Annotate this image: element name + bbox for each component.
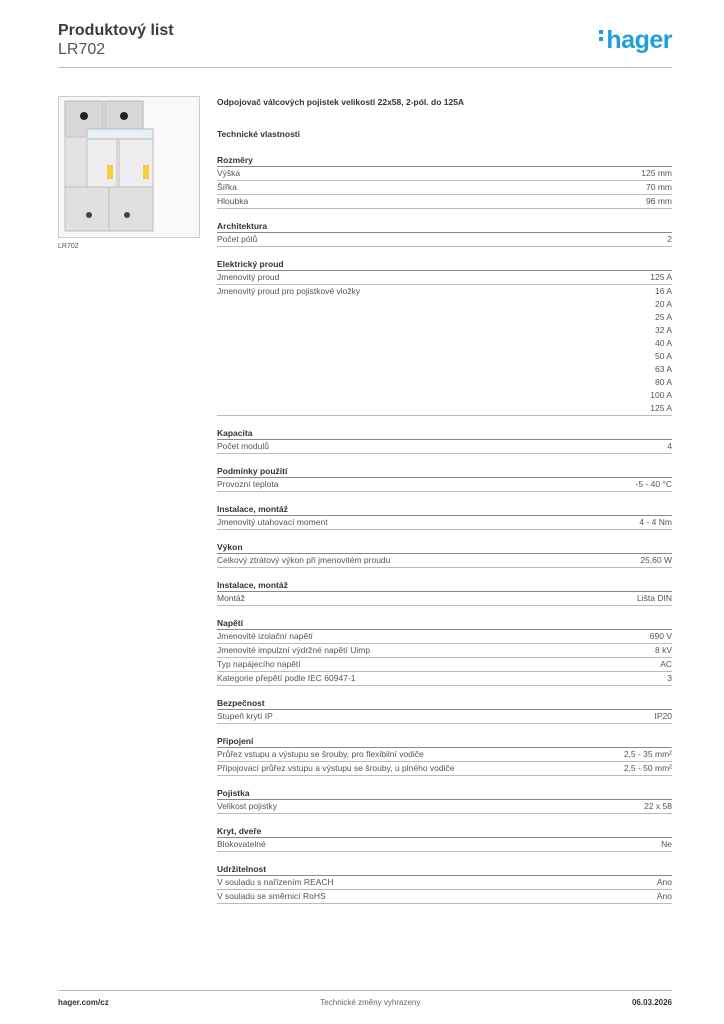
spec-row — [217, 644, 672, 658]
spec-label: Provozní teplota — [217, 479, 279, 489]
section-title: Pojistka — [217, 786, 672, 800]
logo-dots-icon — [599, 27, 604, 44]
spec-section — [217, 257, 672, 416]
spec-label: Jmenovitý proud — [217, 272, 280, 282]
spec-value: 8 kV — [654, 645, 672, 655]
spec-label: Počet pólů — [217, 234, 258, 244]
section-title: Instalace, montáž — [217, 502, 672, 516]
spec-sections — [217, 153, 672, 904]
product-code: LR702 — [58, 41, 106, 58]
spec-label: Stupeň krytí IP — [217, 711, 273, 721]
spec-row — [217, 838, 672, 852]
spec-label: Velikost pojistky — [217, 801, 277, 811]
spec-row — [217, 800, 672, 814]
section-title: Podmínky použití — [217, 464, 672, 478]
product-image — [58, 96, 200, 238]
header-divider — [58, 67, 672, 68]
spec-label: Průřez vstupu a výstupu se šrouby, pro flexibilní vodiče — [217, 749, 424, 759]
spec-label: Celkový ztrátový výkon při jmenovitém proudu — [217, 555, 391, 565]
spec-label: Jmenovité izolační napětí — [217, 631, 313, 641]
footer-divider — [58, 990, 672, 991]
spec-label: Kategorie přepětí podle IEC 60947-1 — [217, 673, 356, 683]
footer-date: 06.03.2026 — [631, 998, 672, 1007]
spec-row — [217, 271, 672, 285]
spec-label: Blokovatelné — [217, 839, 266, 849]
spec-row — [217, 181, 672, 195]
spec-row — [217, 554, 672, 568]
spec-value: 16 A 20 A 25 A 32 A 40 A 50 A 63 A 80 A 100 A 125 A — [650, 286, 672, 413]
image-caption: LR702 — [58, 243, 79, 250]
spec-value: Ano — [656, 877, 672, 887]
spec-row — [217, 630, 672, 644]
spec-value: 96 mm — [646, 196, 672, 206]
spec-value: -5 - 40 °C — [635, 479, 672, 489]
spec-label: Hloubka — [217, 196, 249, 206]
spec-section — [217, 578, 672, 606]
spec-value: 4 - 4 Nm — [639, 517, 672, 527]
spec-row — [217, 658, 672, 672]
spec-section — [217, 153, 672, 209]
spec-value: 4 — [667, 441, 672, 451]
spec-value: Ne — [661, 839, 672, 849]
spec-row — [217, 710, 672, 724]
page-header — [58, 22, 672, 70]
section-title: Připojení — [217, 734, 672, 748]
section-title: Instalace, montáž — [217, 578, 672, 592]
spec-row — [217, 748, 672, 762]
spec-value: IP20 — [654, 711, 672, 721]
spec-section — [217, 696, 672, 724]
spec-label: Montáž — [217, 593, 245, 603]
spec-section — [217, 786, 672, 814]
tech-properties-heading: Technické vlastnosti — [217, 129, 300, 139]
section-title: Architektura — [217, 219, 672, 233]
spec-label: Výška — [217, 168, 241, 178]
spec-row — [217, 440, 672, 454]
section-title: Elektrický proud — [217, 257, 672, 271]
spec-row — [217, 672, 672, 686]
spec-row — [217, 890, 672, 904]
spec-section — [217, 540, 672, 568]
spec-section — [217, 464, 672, 492]
spec-label: Typ napájecího napětí — [217, 659, 301, 669]
spec-value: 2 — [667, 234, 672, 244]
spec-row — [217, 876, 672, 890]
fuse-disconnector-icon — [59, 97, 199, 237]
footer-note: Technické změny vyhrazeny — [320, 998, 421, 1007]
spec-row — [217, 478, 672, 492]
hager-logo: hager — [599, 26, 672, 55]
spec-section — [217, 219, 672, 247]
spec-row — [217, 167, 672, 181]
page-footer — [58, 998, 672, 1007]
section-title: Napětí — [217, 616, 672, 630]
section-title: Bezpečnost — [217, 696, 672, 710]
spec-content — [217, 97, 672, 904]
spec-label: V souladu se směrnicí RoHS — [217, 891, 326, 901]
spec-section — [217, 426, 672, 454]
spec-label: Jmenovité impulzní výdržné napětí Uimp — [217, 645, 371, 655]
spec-value: AC — [660, 659, 672, 669]
spec-value: Lišta DIN — [637, 593, 672, 603]
section-title: Rozměry — [217, 153, 672, 167]
spec-label: Počet modulů — [217, 441, 269, 451]
spec-value: 690 V — [649, 631, 672, 641]
spec-row — [217, 195, 672, 209]
page-title: Produktový list — [58, 22, 174, 39]
spec-value: 125 mm — [641, 168, 672, 178]
spec-row — [217, 285, 672, 416]
spec-label: Jmenovitý proud pro pojistkové vložky — [217, 286, 361, 296]
spec-label: V souladu s nařízením REACH — [217, 877, 334, 887]
footer-website[interactable]: hager.com/cz — [58, 998, 109, 1007]
section-title: Kryt, dveře — [217, 824, 672, 838]
spec-section — [217, 616, 672, 686]
spec-section — [217, 502, 672, 530]
spec-row — [217, 592, 672, 606]
spec-value: 70 mm — [646, 182, 672, 192]
spec-row — [217, 233, 672, 247]
product-description: Odpojovač válcových pojistek velikosti 22x58, 2-pól. do 125A — [217, 97, 465, 107]
spec-value: Ano — [656, 891, 672, 901]
spec-value: 22 x 58 — [644, 801, 672, 811]
spec-section — [217, 824, 672, 852]
section-title: Kapacita — [217, 426, 672, 440]
section-title: Udržitelnost — [217, 862, 672, 876]
spec-label: Jmenovitý utahovací moment — [217, 517, 328, 527]
spec-label: Šířka — [217, 182, 237, 192]
spec-row — [217, 516, 672, 530]
section-title: Výkon — [217, 540, 672, 554]
spec-section — [217, 862, 672, 904]
spec-label: Připojovací průřez vstupu a výstupu se šrouby, u plného vodiče — [217, 763, 455, 773]
spec-row — [217, 762, 672, 776]
spec-value: 25,60 W — [640, 555, 672, 565]
spec-value: 125 A — [650, 272, 672, 282]
spec-value: 2,5 - 50 mm² — [623, 763, 672, 773]
spec-value: 3 — [667, 673, 672, 683]
spec-section — [217, 734, 672, 776]
spec-value: 2,5 - 35 mm² — [623, 749, 672, 759]
